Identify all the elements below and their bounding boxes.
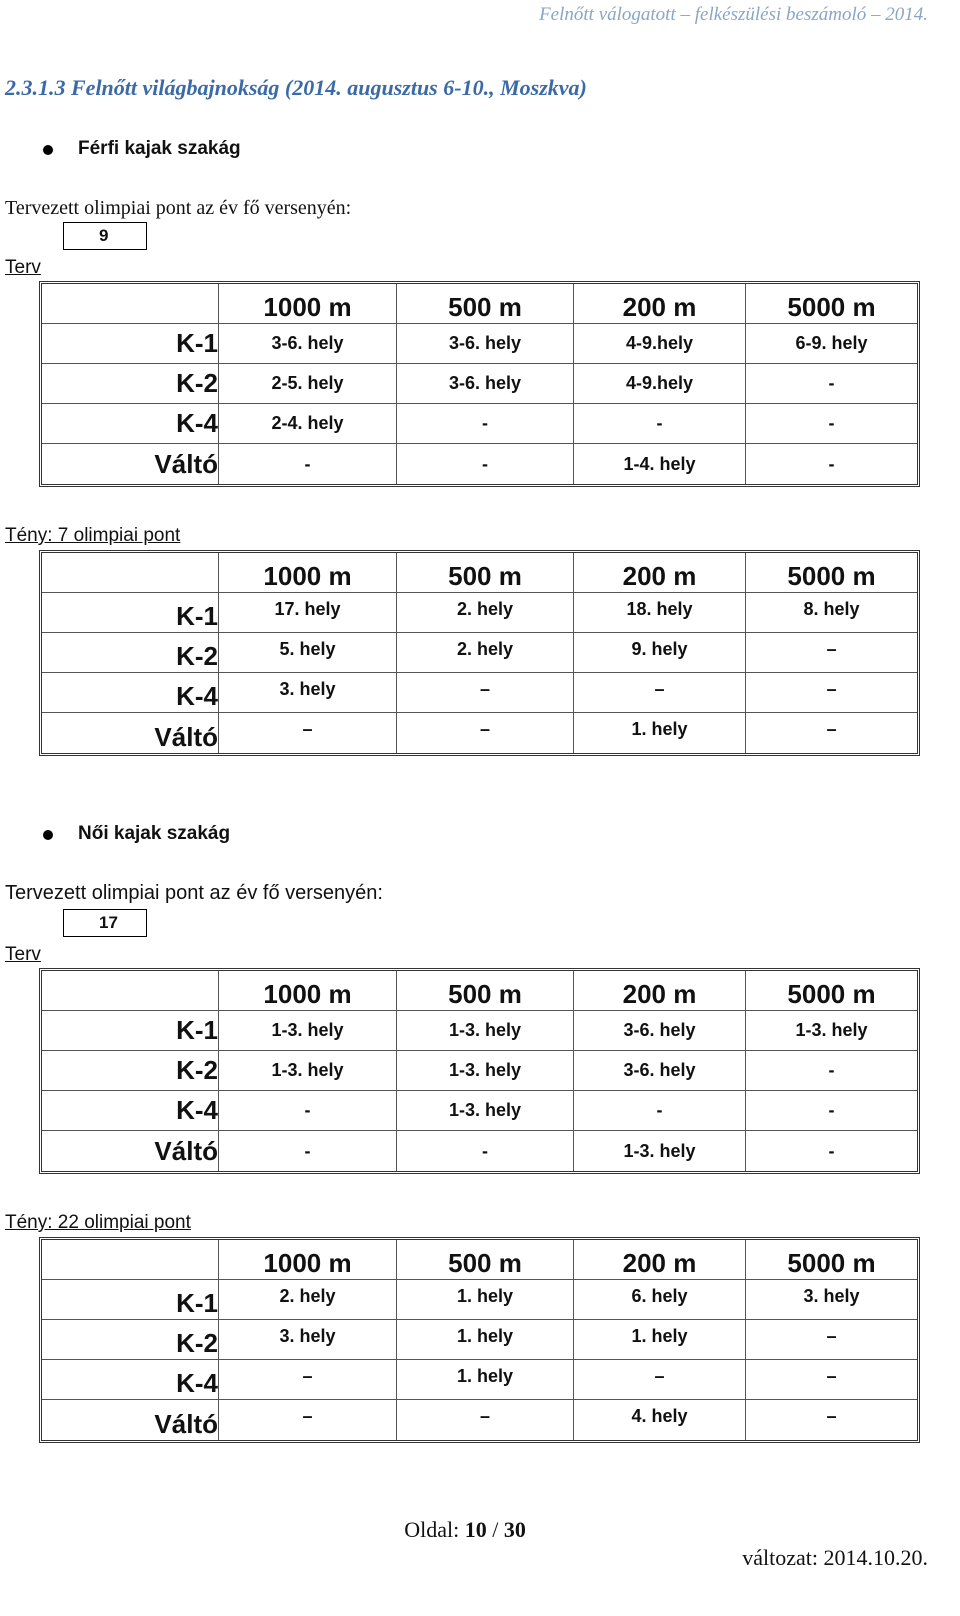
- row-label: K-4: [42, 404, 219, 444]
- header-cell: 5000 m: [746, 971, 917, 1011]
- table-cell: 1-3. hely: [397, 1091, 574, 1131]
- table-cell: -: [574, 1091, 746, 1131]
- table-header-row: [42, 971, 917, 1011]
- table-header-row: [42, 284, 917, 324]
- women-actual-label: Tény: 22 olimpiai pont: [5, 1212, 191, 1233]
- page-prefix: Oldal:: [404, 1517, 465, 1542]
- table-cell: –: [826, 719, 837, 739]
- table-cell: 6-9. hely: [746, 324, 917, 364]
- table-cell: -: [828, 453, 835, 474]
- table-cell: 1. hely: [397, 1280, 574, 1320]
- header-cell: 200 m: [574, 1240, 746, 1280]
- table-row: [42, 324, 917, 364]
- table-cell: –: [826, 1406, 837, 1426]
- table-cell: 1. hely: [397, 1360, 574, 1400]
- row-label: Váltó: [42, 713, 219, 753]
- table-row: [42, 1400, 917, 1440]
- page-number: [0, 1517, 930, 1543]
- table-cell: –: [219, 1400, 397, 1440]
- table-cell: -: [574, 404, 746, 444]
- men-planned-points-box: 9: [63, 222, 147, 250]
- table-cell: –: [746, 633, 917, 673]
- table-cell: 1. hely: [574, 1320, 746, 1360]
- table-row: [42, 404, 917, 444]
- row-label: K-4: [42, 1091, 219, 1131]
- header-cell: 500 m: [397, 284, 574, 324]
- women-plan-label: Terv: [5, 944, 41, 965]
- men-actual-label: Tény: 7 olimpiai pont: [5, 525, 181, 546]
- women-plan-table: [39, 968, 920, 1174]
- table-cell: -: [397, 444, 574, 484]
- men-plan-table: [39, 281, 920, 487]
- page-total: 30: [503, 1517, 526, 1542]
- row-label: Váltó: [42, 1400, 219, 1440]
- women-planned-points-box: 17: [63, 909, 147, 937]
- header-cell: 1000 m: [219, 1240, 397, 1280]
- table-row: [42, 1091, 917, 1131]
- section-heading: 2.3.1.3 Felnőtt világbajnokság (2014. augusztus 6-10., Moszkva): [5, 75, 587, 100]
- header-cell: 1000 m: [219, 284, 397, 324]
- table-cell: -: [219, 1091, 397, 1131]
- table-cell: 3. hely: [746, 1280, 917, 1320]
- men-plan-label: Terv: [5, 257, 41, 278]
- table-cell: –: [397, 1400, 574, 1440]
- table-cell: -: [397, 1131, 574, 1171]
- table-cell: 3-6. hely: [574, 1011, 746, 1051]
- table-row: [42, 713, 917, 753]
- row-label: Váltó: [42, 1131, 219, 1171]
- table-cell: 18. hely: [574, 593, 746, 633]
- table-cell: 1-3. hely: [219, 1011, 397, 1051]
- corner-cell: [42, 553, 219, 593]
- table-cell: 4-9.hely: [574, 364, 746, 404]
- table-cell: –: [219, 713, 397, 753]
- table-cell: 3-6. hely: [219, 324, 397, 364]
- corner-cell: [42, 284, 219, 324]
- table-cell: 3. hely: [219, 1320, 397, 1360]
- women-actual-table: [39, 1237, 920, 1443]
- corner-cell: [42, 971, 219, 1011]
- table-row: [42, 1131, 917, 1171]
- table-cell: 5. hely: [219, 633, 397, 673]
- table-header-row: [42, 553, 917, 593]
- header-cell: 200 m: [574, 284, 746, 324]
- page-separator: /: [486, 1517, 504, 1542]
- table-cell: –: [397, 673, 574, 713]
- women-planned-points-text: Tervezett olimpiai pont az év fő versenyén:: [5, 882, 383, 904]
- header-cell: 1000 m: [219, 971, 397, 1011]
- header-cell: 500 m: [397, 1240, 574, 1280]
- table-cell: -: [746, 1051, 917, 1091]
- table-cell: -: [828, 1140, 835, 1161]
- table-cell: 17. hely: [219, 593, 397, 633]
- header-cell: 1000 m: [219, 553, 397, 593]
- table-cell: 3. hely: [219, 673, 397, 713]
- table-cell: 4-9.hely: [574, 324, 746, 364]
- women-kayak-bullet: Női kajak szakág: [78, 823, 231, 844]
- table-cell: 6. hely: [574, 1280, 746, 1320]
- row-label: Váltó: [42, 444, 219, 484]
- table-cell: -: [219, 444, 397, 484]
- row-label: K-1: [42, 1011, 219, 1051]
- header-cell: 5000 m: [746, 284, 917, 324]
- table-cell: 1-3. hely: [574, 1131, 746, 1171]
- table-header-row: [42, 1240, 917, 1280]
- table-cell: 3-6. hely: [397, 324, 574, 364]
- row-label: K-4: [42, 1360, 219, 1400]
- table-cell: 1-3. hely: [397, 1051, 574, 1091]
- table-cell: 4. hely: [574, 1400, 746, 1440]
- row-label: K-1: [42, 1280, 219, 1320]
- table-row: [42, 593, 917, 633]
- row-label: K-2: [42, 633, 219, 673]
- men-kayak-bullet: Férfi kajak szakág: [78, 138, 241, 159]
- table-cell: -: [746, 364, 917, 404]
- row-label: K-1: [42, 593, 219, 633]
- row-label: K-2: [42, 1320, 219, 1360]
- header-cell: 500 m: [397, 553, 574, 593]
- table-cell: 1-4. hely: [574, 444, 746, 484]
- table-cell: 3-6. hely: [397, 364, 574, 404]
- men-planned-points-text: Tervezett olimpiai pont az év fő versenyén:: [5, 197, 352, 219]
- corner-cell: [42, 1240, 219, 1280]
- table-cell: 2. hely: [397, 633, 574, 673]
- table-cell: -: [397, 404, 574, 444]
- table-cell: 8. hely: [746, 593, 917, 633]
- header-cell: 5000 m: [746, 1240, 917, 1280]
- table-cell: 2-5. hely: [219, 364, 397, 404]
- table-cell: 1-3. hely: [397, 1011, 574, 1051]
- header-cell: 200 m: [574, 971, 746, 1011]
- table-cell: 1. hely: [397, 1320, 574, 1360]
- table-cell: -: [219, 1131, 397, 1171]
- table-cell: –: [746, 1360, 917, 1400]
- men-actual-table: [39, 550, 920, 756]
- table-cell: 9. hely: [574, 633, 746, 673]
- table-cell: 2-4. hely: [219, 404, 397, 444]
- table-row: [42, 673, 917, 713]
- row-label: K-4: [42, 673, 219, 713]
- table-cell: –: [219, 1360, 397, 1400]
- header-cell: 5000 m: [746, 553, 917, 593]
- table-cell: 3-6. hely: [574, 1051, 746, 1091]
- page-current: 10: [464, 1517, 487, 1542]
- table-row: [42, 1320, 917, 1360]
- table-cell: 2. hely: [219, 1280, 397, 1320]
- document-header-title: Felnőtt válogatott – felkészülési beszámoló – 2014.: [539, 4, 928, 25]
- table-cell: –: [746, 1320, 917, 1360]
- table-cell: 2. hely: [397, 593, 574, 633]
- table-cell: –: [746, 673, 917, 713]
- header-cell: 500 m: [397, 971, 574, 1011]
- table-cell: 1-3. hely: [746, 1011, 917, 1051]
- table-cell: -: [746, 404, 917, 444]
- table-cell: –: [397, 713, 574, 753]
- version-stamp: változat: 2014.10.20.: [742, 1545, 928, 1570]
- table-cell: -: [746, 1091, 917, 1131]
- table-row: [42, 633, 917, 673]
- table-cell: 1. hely: [574, 713, 746, 753]
- row-label: K-2: [42, 1051, 219, 1091]
- table-row: [42, 1011, 917, 1051]
- table-row: [42, 364, 917, 404]
- table-cell: –: [574, 673, 746, 713]
- row-label: K-2: [42, 364, 219, 404]
- header-cell: 200 m: [574, 553, 746, 593]
- table-row: [42, 1360, 917, 1400]
- table-cell: –: [574, 1360, 746, 1400]
- row-label: K-1: [42, 324, 219, 364]
- table-row: [42, 1051, 917, 1091]
- table-cell: 1-3. hely: [219, 1051, 397, 1091]
- table-row: [42, 1280, 917, 1320]
- table-row: [42, 444, 917, 484]
